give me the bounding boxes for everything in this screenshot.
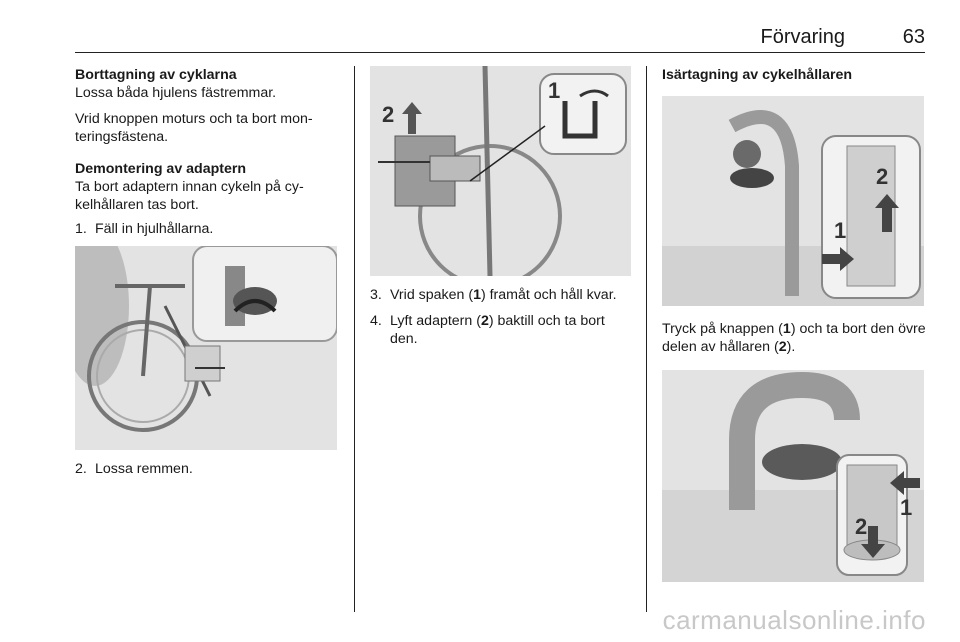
column-right (662, 66, 927, 582)
bike-rack-illustration (75, 246, 337, 450)
illustration-holder-detail (662, 370, 924, 582)
figure-label: 1 (900, 495, 913, 520)
holder-button-illustration (662, 96, 924, 306)
figure-label: 2 (855, 514, 868, 539)
column-middle (370, 66, 635, 356)
page-header (75, 24, 925, 53)
steps-list (75, 460, 337, 478)
illustration-adapter-lever (370, 66, 631, 276)
heading-remove-bikes: Borttagning av cyklarna (75, 67, 237, 83)
figure-label: 1 (834, 218, 847, 243)
column-left (75, 66, 337, 486)
paragraph: Tryck på knappen (1) och ta bort den övre delen av hållaren (2). (662, 321, 926, 355)
adapter-lever-illustration (370, 66, 631, 276)
paragraph: Vrid knoppen moturs och ta bort mon-teringsfästena. (75, 111, 313, 145)
page-number: 63 (902, 26, 925, 48)
column-divider (354, 66, 355, 612)
list-item: 1. Fäll in hjulhållarna. (75, 221, 214, 237)
illustration-bike-rack (75, 246, 337, 450)
heading-remove-adapter: Demontering av adaptern (75, 161, 247, 177)
paragraph: Lossa båda hjulens fästremmar. (75, 85, 277, 101)
column-divider (646, 66, 647, 612)
list-item: 2. Lossa remmen. (75, 461, 193, 477)
paragraph: Ta bort adaptern innan cykeln på cy-kelhållaren tas bort. (75, 179, 304, 213)
figure-label: 2 (382, 102, 395, 127)
list-item: 4. Lyft adaptern (2) baktill och ta bort den. (370, 313, 605, 347)
figure-label: 1 (548, 78, 561, 103)
figure-label: 2 (876, 164, 889, 189)
steps-list (75, 220, 337, 238)
steps-list (370, 286, 635, 348)
watermark: carmanualsonline.info (662, 605, 926, 635)
section-title: Förvaring (760, 26, 845, 48)
list-item: 3. Vrid spaken (1) framåt och håll kvar. (370, 287, 617, 303)
holder-detail-illustration (662, 370, 924, 582)
illustration-holder-button (662, 96, 924, 306)
heading-disassemble-holder: Isärtagning av cykelhållaren (662, 67, 853, 83)
